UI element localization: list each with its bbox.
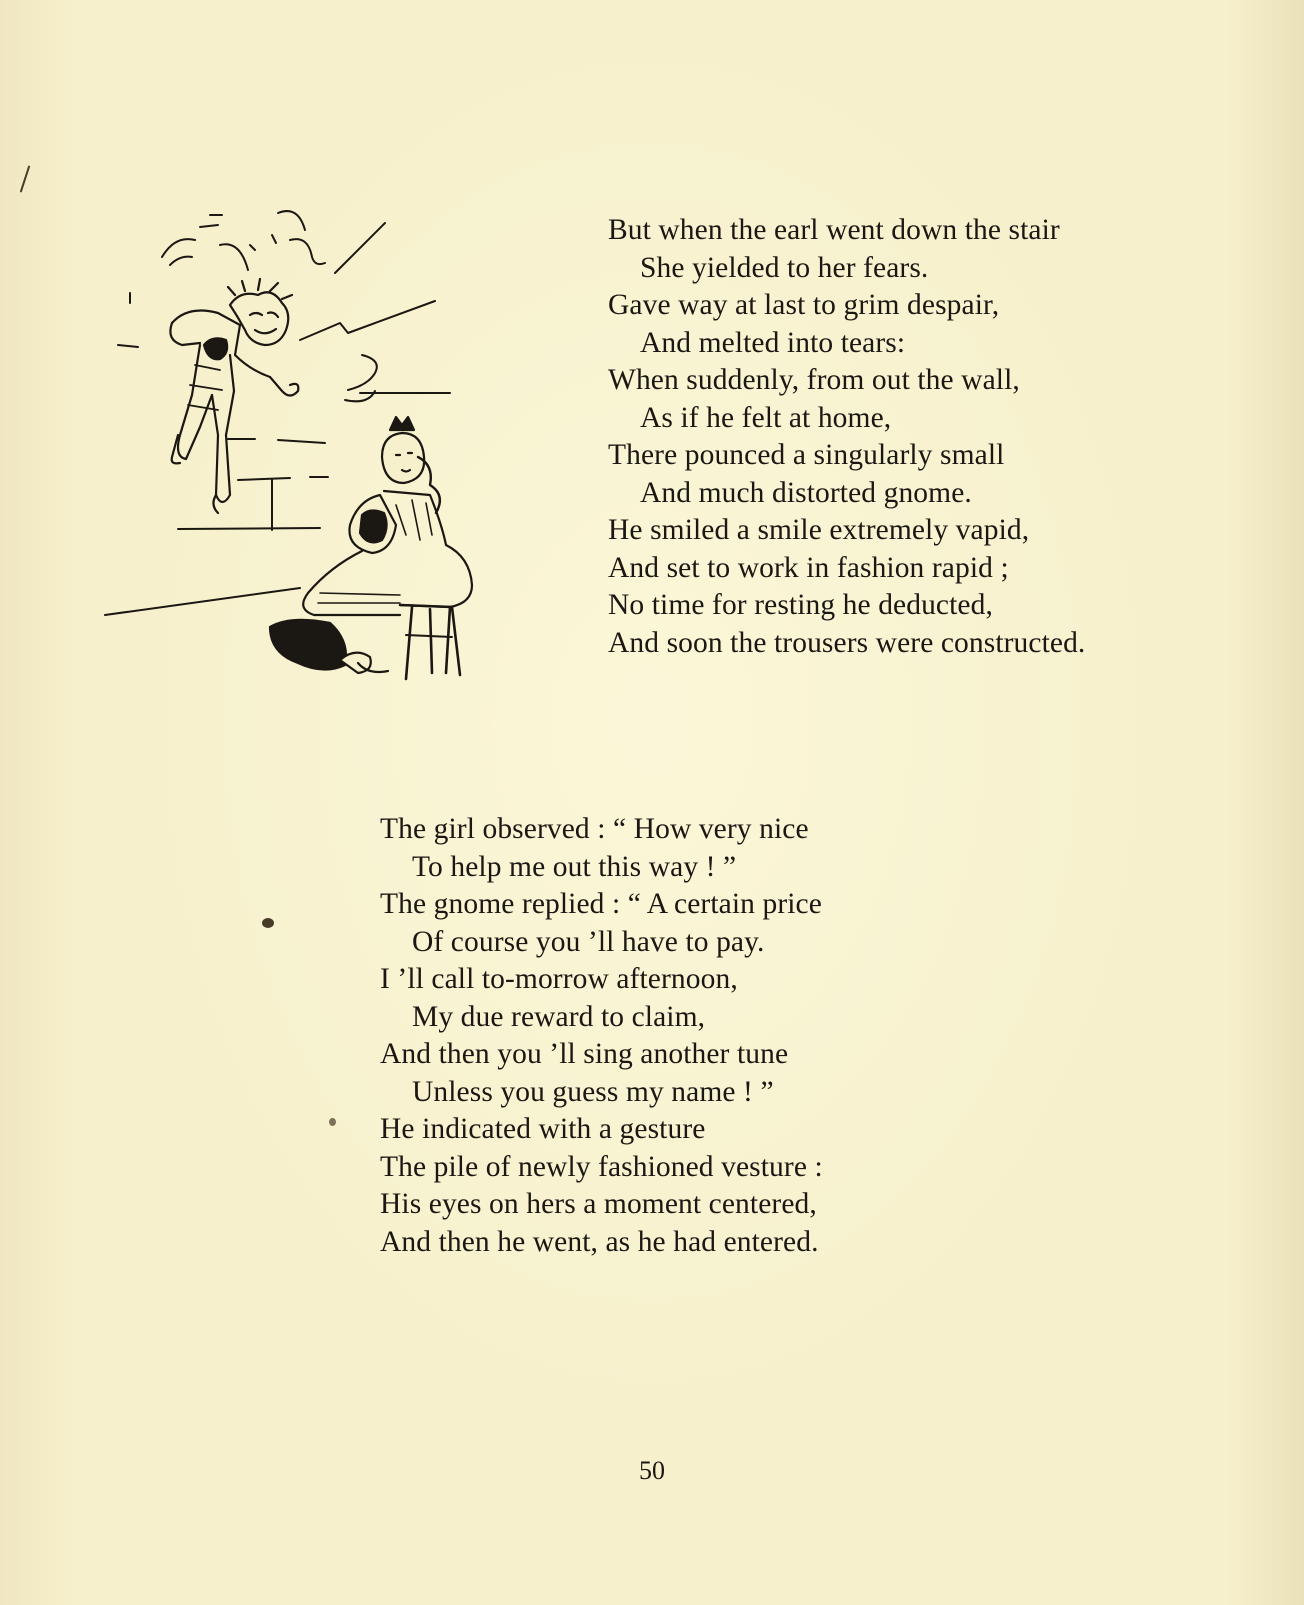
poem-line: And soon the trousers were constructed.	[608, 626, 1086, 659]
girl-figure	[270, 417, 472, 679]
poem-line: When suddenly, from out the wall,	[608, 364, 1020, 396]
poem-line: I ’ll call to-morrow afternoon,	[380, 963, 738, 995]
poem-line: No time for resting he deducted,	[608, 589, 993, 621]
stanza-second	[380, 811, 823, 1261]
poem-line: My due reward to claim,	[412, 1000, 706, 1033]
poem-line: Gave way at last to grim despair,	[608, 289, 1000, 321]
poem-line: The girl observed : “ How very nice	[380, 813, 809, 845]
poem-line: To help me out this way ! ”	[412, 850, 737, 883]
poem-line: He smiled a smile extremely vapid,	[608, 514, 1030, 546]
poem-line: There pounced a singularly small	[608, 439, 1005, 471]
stanza-first	[608, 212, 1085, 662]
poem-line: His eyes on hers a moment centered,	[380, 1188, 817, 1220]
poem-line: She yielded to her fears.	[640, 251, 929, 284]
poem-line: Of course you ’ll have to pay.	[412, 925, 765, 958]
poem-line: But when the earl went down the stair	[608, 214, 1060, 246]
wall-lines	[105, 211, 450, 615]
poem-line: And much distorted gnome.	[640, 476, 972, 509]
poem-line: And melted into tears:	[640, 326, 906, 359]
poem-line: And then you ’ll sing another tune	[380, 1038, 789, 1070]
poem-line: The pile of newly fashioned vesture :	[380, 1150, 823, 1183]
poem-line: Unless you guess my name ! ”	[412, 1075, 774, 1108]
foxing-spot	[262, 918, 274, 928]
poem-line: As if he felt at home,	[640, 401, 892, 434]
foxing-spot	[329, 1118, 336, 1126]
poem-line: The gnome replied : “ A certain price	[380, 888, 822, 920]
poem-line: And then he went, as he had entered.	[380, 1225, 819, 1258]
margin-mark	[20, 165, 31, 192]
poem-line: And set to work in fashion rapid ;	[608, 551, 1009, 584]
poem-line: He indicated with a gesture	[380, 1113, 706, 1145]
page-number: 50	[639, 1456, 665, 1485]
gnome-and-girl-illustration-icon	[100, 195, 480, 715]
